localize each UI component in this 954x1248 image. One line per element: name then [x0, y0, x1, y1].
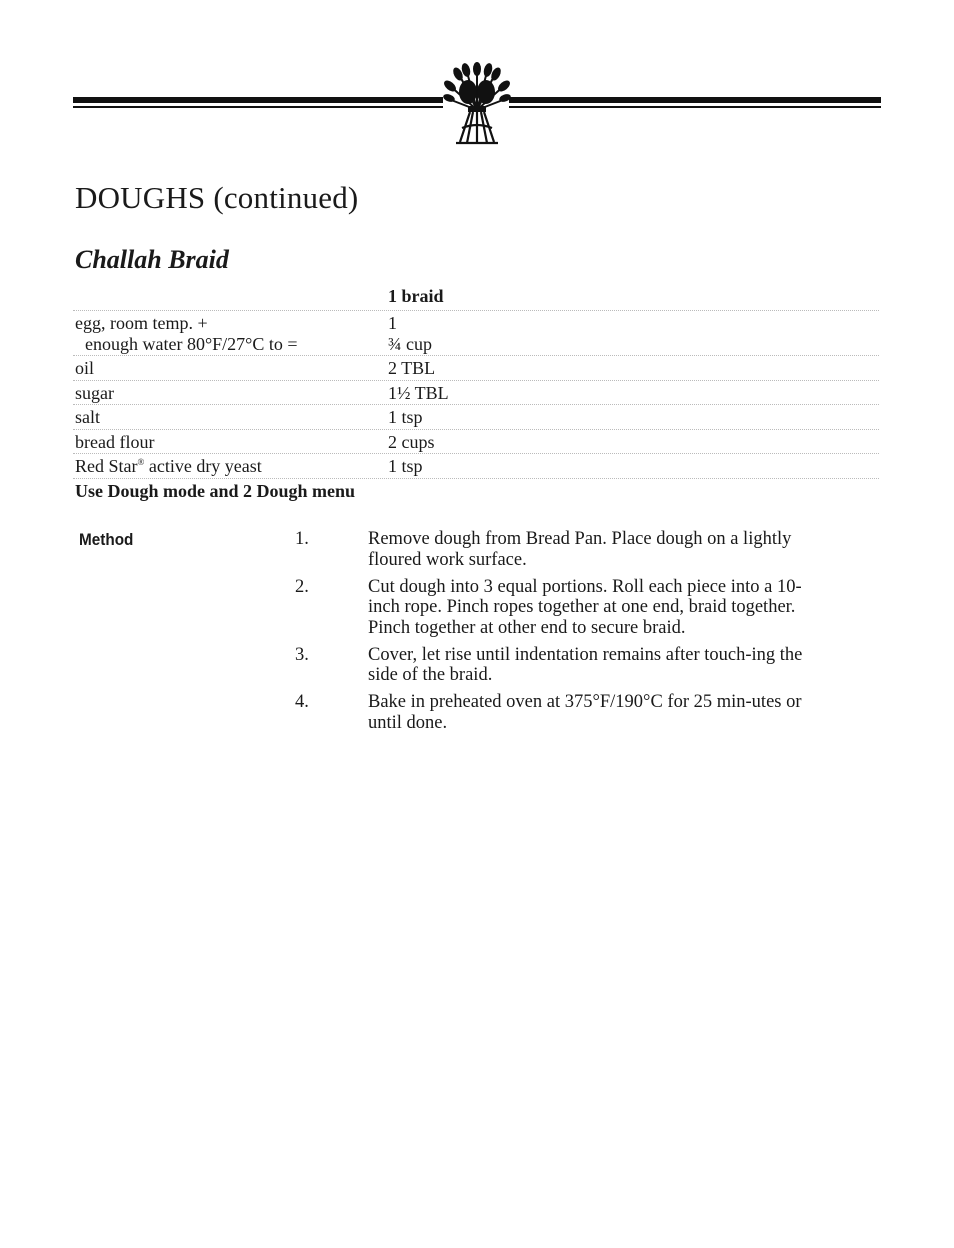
ingredient-amount: 1 tsp — [388, 407, 423, 427]
ingredient-name: sugar — [75, 382, 114, 403]
ingredient-row — [73, 405, 879, 430]
ingredient-amount-line1: 1 — [388, 313, 397, 333]
method-steps — [295, 529, 815, 740]
ingredient-name: bread flour — [75, 431, 155, 452]
ingredient-name: oil — [75, 358, 95, 378]
registered-mark: ® — [137, 457, 145, 467]
wheat-sheaf-icon — [440, 62, 514, 146]
ingredient-brand: Red Star — [75, 456, 138, 476]
ingredient-amount — [388, 313, 879, 354]
ingredient-name: salt — [75, 407, 100, 427]
step-text: Remove dough from Bread Pan. Place dough on a lightly floured work surface. — [368, 529, 792, 570]
ingredient-name — [75, 456, 388, 477]
section-title: DOUGHS (continued) — [75, 180, 359, 215]
ingredient-amount: 2 cups — [388, 431, 435, 452]
method-step — [295, 692, 815, 733]
ingredient-name-rest: active dry yeast — [144, 456, 262, 476]
ingredient-row — [73, 430, 879, 455]
yield-header: 1 braid — [73, 286, 879, 311]
ingredient-table — [73, 286, 879, 501]
step-text: Bake in preheated oven at 375°F/190°C for 25 min-utes or until done. — [368, 692, 802, 733]
step-number: 3. — [295, 644, 309, 665]
ingredient-row — [73, 311, 879, 356]
ingredient-amount: 2 TBL — [388, 358, 436, 378]
ingredient-row — [73, 454, 879, 479]
dough-instruction: Use Dough mode and 2 Dough menu — [75, 480, 356, 501]
ingredient-amount: 1 tsp — [388, 456, 423, 476]
header-rule-left — [73, 94, 443, 108]
ingredient-amount: 1½ TBL — [388, 382, 449, 403]
ingredient-name-line2: enough water 80°F/27°C to = — [85, 333, 298, 354]
method-step — [295, 645, 815, 686]
method-step — [295, 529, 815, 570]
ingredient-amount-line2: ¾ cup — [388, 333, 432, 354]
step-text: Cover, let rise until indentation remains after touch-ing the side of the braid. — [368, 644, 803, 685]
method-step — [295, 577, 815, 639]
ingredient-row — [73, 381, 879, 406]
ingredient-name-line1: egg, room temp. + — [75, 313, 208, 333]
recipe-title: Challah Braid — [75, 245, 229, 274]
step-number: 1. — [295, 529, 309, 549]
step-number: 2. — [295, 576, 309, 597]
step-number: 4. — [295, 692, 309, 712]
step-text: Cut dough into 3 equal portions. Roll each piece into a 10-inch rope. Pinch ropes together at one end, braid together. Pinch together at other end to secure braid. — [368, 576, 802, 638]
header-rule-right — [509, 94, 881, 108]
ingredient-row — [73, 356, 879, 381]
ingredient-name — [75, 313, 388, 354]
method-label: Method — [79, 530, 134, 549]
